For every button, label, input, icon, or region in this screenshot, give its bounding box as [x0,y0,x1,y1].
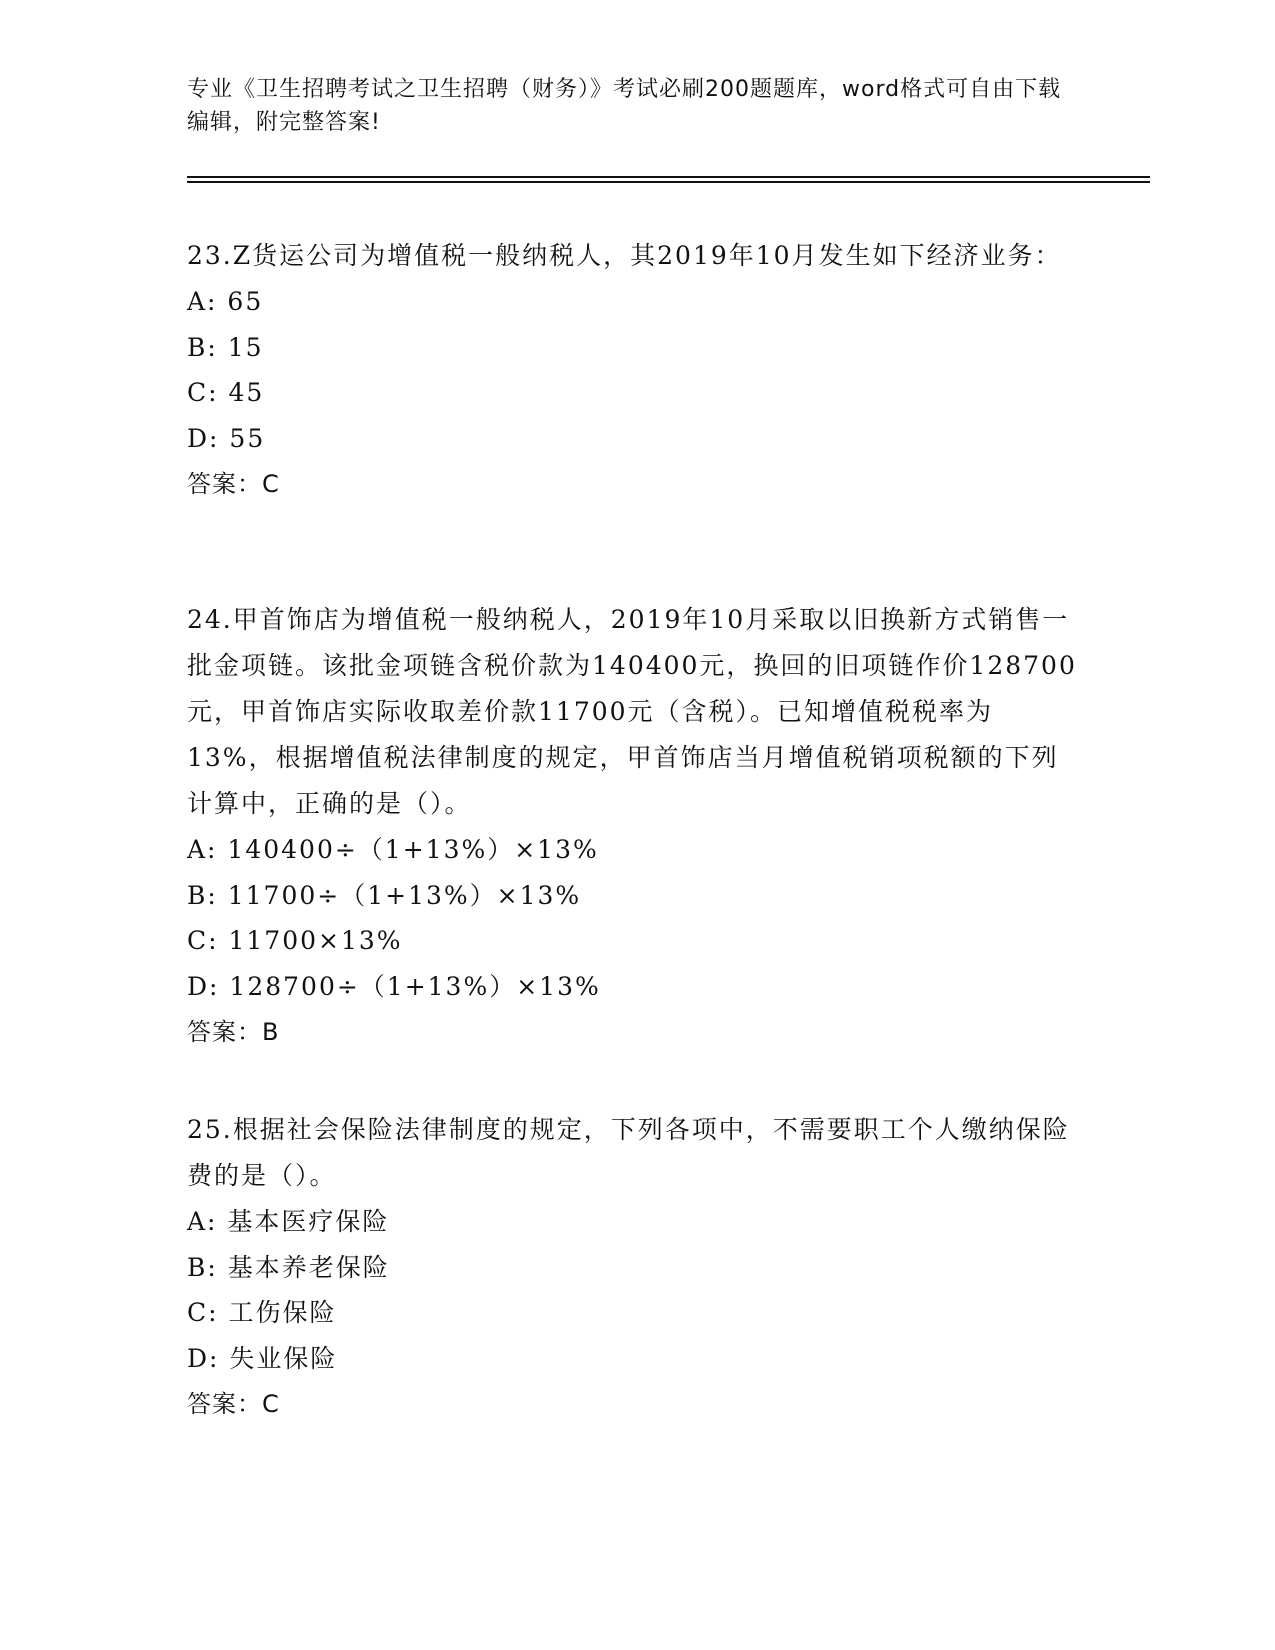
question-24 [187,597,1077,1055]
document-header: 专业《卫生招聘考试之卫生招聘（财务）》考试必刷200题题库，word格式可自由下载编辑，附完整答案! [187,77,1062,135]
question-stem: 23.Z货运公司为增值税一般纳税人，其2019年10月发生如下经济业务： [187,241,1062,270]
option-b: B: 15 [187,332,264,362]
option-b: B: 11700÷（1+13%）×13% [187,880,582,910]
question-stem: 24.甲首饰店为增值税一般纳税人，2019年10月采取以旧换新方式销售一批金项链。该批金项链含税价款为140400元，换回的旧项链作价128700元，甲首饰店实际收取差价款11700元（含税）。已知增值税税率为13%，根据增值税法律制度的规定，甲首饰店当月增值税销项税额的下列计算中，正确的是（）。 [187,605,1077,818]
option-d: D: 128700÷（1+13%）×13% [187,971,601,1001]
answer-line: 答案：C [187,1390,280,1418]
option-b: B: 基本养老保险 [187,1252,390,1282]
option-c: C: 工伤保险 [187,1298,337,1327]
answer-line: 答案：C [187,470,280,498]
question-23 [187,233,1077,507]
option-a: A: 140400÷（1+13%）×13% [187,835,599,864]
question-25 [187,1107,1077,1427]
option-a: A: 65 [187,287,264,316]
option-c: C: 45 [187,378,265,407]
option-c: C: 11700×13% [187,926,403,955]
header-divider-bottom [187,181,1150,183]
header-divider-top [187,176,1150,178]
answer-line: 答案：B [187,1018,280,1046]
option-a: A: 基本医疗保险 [187,1207,390,1236]
question-stem: 25.根据社会保险法律制度的规定，下列各项中，不需要职工个人缴纳保险费的是（）。 [187,1115,1070,1190]
option-d: D: 55 [187,423,266,453]
option-d: D: 失业保险 [187,1343,338,1373]
